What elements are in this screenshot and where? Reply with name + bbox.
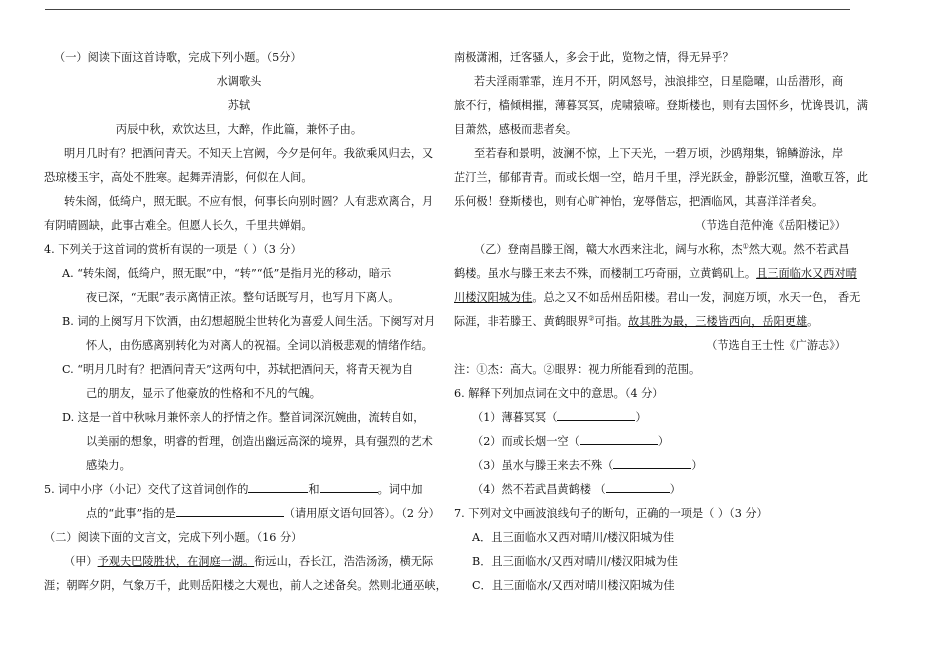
yi-text: 可指。: [594, 315, 629, 328]
q4-option-c-cont: 己的朋友，显示了他豪放的性格和不凡的气魄。: [86, 387, 321, 400]
question-7-stem: 7. 下列对文中画波浪线句子的断句，正确的一项是（ ）（3 分）: [454, 507, 768, 520]
yi-text: 然大观。然不若武昌: [748, 243, 850, 256]
source-jia: （节选自范仲淹《岳阳楼记》）: [694, 219, 846, 232]
passage-jia-line1: [44, 550, 434, 574]
passage-line: 芷汀兰，郁郁青青。而或长烟一空，皓月千里，浮光跃金，静影沉璧，渔歌互答，此: [454, 171, 868, 184]
yi-text: 。总之又不如岳州岳阳楼。君山一发，洞庭万顷，水天一色， 香无: [532, 291, 861, 304]
q6-item-close: ）: [635, 411, 647, 424]
passage-yi-line1: [454, 238, 850, 262]
footnote-mark: ②: [588, 314, 595, 323]
question-5-line2: [44, 502, 440, 526]
passage-yi-line3: [454, 286, 861, 310]
q6-blank-3[interactable]: [613, 456, 691, 469]
q6-item-2: [454, 430, 846, 454]
q5-blank-2[interactable]: [320, 480, 378, 493]
q6-item-label: （4）然不若武昌黄鹤楼 （: [472, 483, 606, 496]
q4-option-b-cont: 怀人，由伤感离别转化为对离人的祝福。全词以消极悲观的情绪作结。: [86, 339, 433, 352]
q6-item-label: （2）而或长烟一空（: [472, 435, 580, 448]
q6-blank-1[interactable]: [557, 408, 635, 421]
q5-text-a: 5. 词中小序（小记）交代了这首词创作的: [44, 483, 249, 496]
q6-item-4: [454, 478, 846, 502]
section2-title: （二）阅读下面的文言文，完成下列小题。（16 分）: [44, 531, 303, 544]
poem-line: 有阴晴圆缺，此事古难全。但愿人长久，千里共婵娟。: [44, 219, 313, 232]
poem-line: 明月几时有？把酒问青天。不知天上宫阙，今夕是何年。我欲乘风归去，又: [64, 147, 434, 160]
question-4-stem: 4. 下列关于这首词的赏析有误的一项是（ ）（3 分）: [44, 243, 302, 256]
jia-rest: 衔远山，吞长江，浩浩汤汤，横无际: [254, 555, 434, 568]
question-6-stem: 6. 解释下列加点词在文中的意思。（4 分）: [454, 387, 664, 400]
q4-option-b: B. 词的上阕写月下饮酒，由幻想超脱尘世转化为喜爱人间生活。下阕写对月: [62, 315, 436, 328]
jia-underlined: 予观夫巴陵胜状，在洞庭一湖。: [97, 555, 255, 568]
q5-text-b: 。词中加: [377, 483, 423, 496]
q5-blank-3[interactable]: [176, 504, 284, 517]
question-5-line1: [44, 478, 434, 502]
poem-author: 苏轼: [227, 99, 251, 112]
q6-item-close: ）: [691, 459, 703, 472]
q4-option-d-cont: 感染力。: [86, 459, 131, 472]
passage-line: 乐何极！登斯楼也，则有心旷神怡，宠辱偕忘，把酒临风，其喜洋洋者矣。: [454, 195, 824, 208]
passage-line: 目萧然，感极而悲者矣。: [454, 123, 578, 136]
passage-line: 至若春和景明，波澜不惊，上下天光，一碧万顷，沙鸥翔集，锦鳞游泳，岸: [474, 147, 844, 160]
passage-yi-line2: [454, 262, 857, 286]
section1-title: （一）阅读下面这首诗歌，完成下列小题。（5分）: [54, 51, 302, 64]
passage-yi-line4: [454, 310, 846, 334]
passage-jia-line2: 涯；朝晖夕阴，气象万千，此则岳阳楼之大观也，前人之述备矣。然则北通巫峡，: [44, 579, 447, 592]
poem-line: 转朱阁，低绮户，照无眠。不应有恨，何事长向别时圆？人有悲欢离合，月: [64, 195, 434, 208]
q4-option-a-cont: 夜已深，“无眠”表示离情正浓。整句话既写月，也写月下离人。: [86, 291, 400, 304]
yi-text: 鹤楼。虽水与滕王来去不殊，而楼制工巧奇丽，立黄鹤矶上。: [454, 267, 757, 280]
q5-blank-1[interactable]: [248, 480, 308, 493]
q6-item-label: （1）薄暮冥冥（: [472, 411, 558, 424]
poem-line: 恐琼楼玉宇，高处不胜寒。起舞弄清影，何似在人间。: [44, 171, 313, 184]
q6-item-close: ）: [669, 483, 681, 496]
yi-wavy-underlined: 川楼汉阳城为佳: [454, 291, 533, 304]
poem-preface: 丙辰中秋，欢饮达旦，大醉，作此篇，兼怀子由。: [115, 123, 363, 136]
q6-item-1: [454, 406, 846, 430]
q4-option-d-cont: 以美丽的想象，明睿的哲理，创造出幽远高深的境界，具有强烈的艺术: [86, 435, 433, 448]
q7-option-b: B．且三面临水/又西对晴川/楼汉阳城为佳: [472, 555, 678, 568]
q5-text-and: 和: [308, 483, 320, 496]
yi-text: 。: [807, 315, 819, 328]
q5-text-d: （请用原文语句回答）。（2 分）: [283, 507, 440, 520]
yi-wavy-underlined: 且三面临水又西对晴: [756, 267, 857, 280]
q7-option-c: C．且三面临水/又西对晴川楼汉阳城为佳: [472, 579, 675, 592]
poem-title: 水调歌头: [216, 75, 262, 88]
q6-item-close: ）: [657, 435, 670, 448]
q4-option-d: D. 这是一首中秋咏月兼怀亲人的抒情之作。整首词深沉婉曲，流转自如，: [62, 411, 425, 424]
page-top-rule: [45, 9, 850, 10]
q7-option-a: A．且三面临水又西对晴川/楼汉阳城为佳: [472, 531, 675, 544]
q5-text-c: 点的“此事”指的是: [86, 507, 176, 520]
q6-blank-4[interactable]: [606, 480, 670, 493]
passage-line: 旅不行，樯倾楫摧，薄暮冥冥，虎啸猿啼。登斯楼也，则有去国怀乡，忧谗畏讥，满: [454, 99, 868, 112]
right-column: [454, 46, 868, 598]
jia-label: （甲）: [64, 555, 98, 568]
passage-line: 若夫淫雨霏霏，连月不开，阴风怒号，浊浪排空，日星隐曜，山岳潜形，商: [474, 75, 844, 88]
q6-item-label: （3）虽水与滕王来去不殊（: [472, 459, 614, 472]
q4-option-c: C. “明月几时有？把酒问青天”这两句中，苏轼把酒问天，将青天视为自: [62, 363, 414, 376]
q6-item-3: [454, 454, 846, 478]
yi-text: 际涯，非若滕王、黄鹤眼界: [454, 315, 589, 328]
q6-blank-2[interactable]: [580, 432, 658, 445]
yi-text: （乙）登南昌滕王阁，赣大水西来注北，阔与水称，杰: [474, 243, 743, 256]
q4-option-a: A. “转朱阁，低绮户，照无眠”中，“转”“低”是指月光的移动，暗示: [62, 267, 392, 280]
source-yi: （节选自王士性《广游志》）: [706, 339, 846, 352]
notes: 注：①杰：高大。②眼界：视力所能看到的范围。: [454, 363, 701, 376]
left-column: [44, 46, 447, 598]
passage-line: 南极潇湘，迁客骚人，多会于此，览物之情，得无异乎？: [454, 51, 734, 64]
yi-underlined: 故其胜为最，三楼皆西向，岳阳更雄: [628, 315, 808, 328]
footnote-mark: ①: [742, 242, 749, 251]
